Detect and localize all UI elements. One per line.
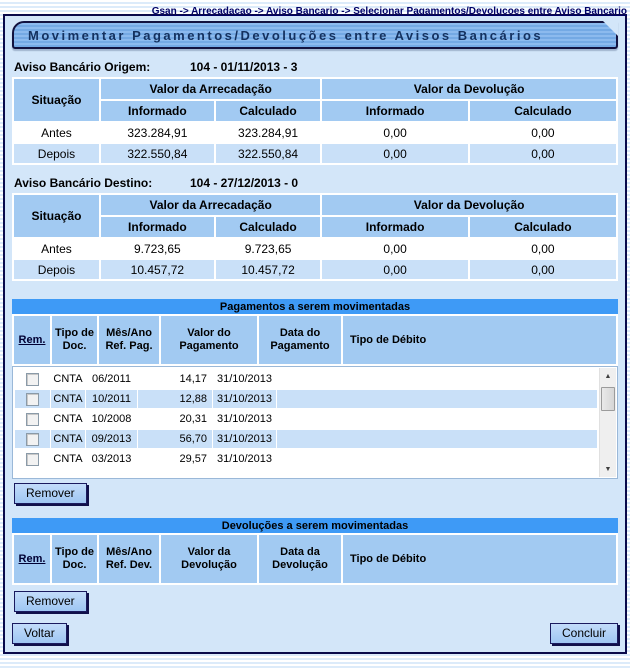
tipo-debito-cell — [277, 370, 597, 388]
devolucoes-remover-button[interactable]: Remover — [14, 591, 87, 612]
origem-label-row — [14, 59, 618, 75]
col-rem — [14, 316, 50, 364]
arr-calculado-cell: 9.723,65 — [216, 239, 321, 258]
col-tipo-doc: Tipo de Doc. — [52, 535, 97, 583]
devolucoes-section-header: Devoluções a serem movimentadas — [12, 518, 618, 533]
devolucoes-header-table — [12, 533, 618, 585]
page-title: Movimentar Pagamentos/Devoluções entre Avisos Bancários — [28, 27, 544, 43]
col-situacao: Situação — [14, 79, 99, 121]
titlebar-corner-decoration — [603, 21, 618, 36]
data-cell: 31/10/2013 — [213, 390, 276, 408]
col-valor-pagamento: Valor do Pagamento — [161, 316, 257, 364]
situacao-cell: Depois — [14, 144, 99, 163]
dev-calculado-cell: 0,00 — [470, 239, 616, 258]
valor-cell: 14,17 — [138, 370, 212, 388]
col-valor-devolucao: Valor da Devolução — [161, 535, 257, 583]
row-checkbox[interactable] — [26, 453, 39, 466]
mes-ano-cell: 10/2008 — [86, 410, 137, 428]
group-devolucao: Valor da Devolução — [322, 79, 616, 99]
tipo-doc-cell: CNTA — [51, 450, 85, 468]
row-checkbox[interactable] — [26, 373, 39, 386]
col-situacao: Situação — [14, 195, 99, 237]
arr-calculado-cell: 10.457,72 — [216, 260, 321, 279]
valor-cell: 12,88 — [138, 390, 212, 408]
row-checkbox[interactable] — [26, 393, 39, 406]
table-row — [14, 239, 616, 258]
dev-informado-cell: 0,00 — [322, 123, 468, 142]
tipo-debito-cell — [277, 450, 597, 468]
voltar-button[interactable]: Voltar — [12, 623, 67, 644]
col-data-devolucao: Data da Devolução — [259, 535, 341, 583]
table-row — [14, 144, 616, 163]
row-checkbox[interactable] — [26, 433, 39, 446]
origem-label: Aviso Bancário Origem: — [14, 60, 151, 74]
dev-informado-cell: 0,00 — [322, 260, 468, 279]
pagamentos-header-table — [12, 314, 618, 366]
col-mes-ano: Mês/Ano Ref. Pag. — [99, 316, 159, 364]
col-dev-calculado: Calculado — [470, 217, 616, 237]
situacao-cell: Depois — [14, 260, 99, 279]
table-row — [15, 430, 597, 448]
dev-calculado-cell: 0,00 — [470, 144, 616, 163]
pagamentos-rows-table — [14, 368, 598, 470]
scrollbar-thumb[interactable] — [601, 387, 615, 411]
tipo-debito-cell — [277, 410, 597, 428]
col-arr-calculado: Calculado — [216, 101, 321, 121]
data-cell: 31/10/2013 — [213, 410, 276, 428]
tipo-doc-cell: CNTA — [51, 370, 85, 388]
col-mes-ano: Mês/Ano Ref. Dev. — [99, 535, 159, 583]
mes-ano-cell: 03/2013 — [86, 450, 137, 468]
row-checkbox[interactable] — [26, 413, 39, 426]
col-arr-informado: Informado — [101, 217, 214, 237]
data-cell: 31/10/2013 — [213, 370, 276, 388]
destino-value: 104 - 27/12/2013 - 0 — [190, 176, 299, 190]
destino-label-row — [14, 175, 618, 191]
mes-ano-cell: 06/2011 — [86, 370, 137, 388]
tipo-debito-cell — [277, 430, 597, 448]
mes-ano-cell: 10/2011 — [86, 390, 137, 408]
arr-informado-cell: 322.550,84 — [101, 144, 214, 163]
col-arr-informado: Informado — [101, 101, 214, 121]
data-cell: 31/10/2013 — [213, 450, 276, 468]
dev-informado-cell: 0,00 — [322, 239, 468, 258]
col-dev-informado: Informado — [322, 217, 468, 237]
group-arrecadacao: Valor da Arrecadação — [101, 195, 320, 215]
rem-cell — [15, 390, 50, 408]
page-title-bar — [12, 21, 618, 49]
destino-label: Aviso Bancário Destino: — [14, 176, 153, 190]
arr-informado-cell: 10.457,72 — [101, 260, 214, 279]
arr-calculado-cell: 322.550,84 — [216, 144, 321, 163]
origem-summary-table — [12, 77, 618, 165]
vertical-scrollbar — [599, 368, 616, 477]
col-arr-calculado: Calculado — [216, 217, 321, 237]
group-arrecadacao: Valor da Arrecadação — [101, 79, 320, 99]
group-devolucao: Valor da Devolução — [322, 195, 616, 215]
table-row — [15, 450, 597, 468]
table-row — [14, 260, 616, 279]
rem-cell — [15, 410, 50, 428]
pagamentos-scroll-area — [12, 366, 618, 479]
valor-cell: 29,57 — [138, 450, 212, 468]
pagamentos-remover-button[interactable]: Remover — [14, 483, 87, 504]
rem-select-all-link[interactable]: Rem. — [18, 552, 46, 565]
table-row — [14, 123, 616, 142]
dev-informado-cell: 0,00 — [322, 144, 468, 163]
arr-calculado-cell: 323.284,91 — [216, 123, 321, 142]
situacao-cell: Antes — [14, 123, 99, 142]
col-dev-calculado: Calculado — [470, 101, 616, 121]
scroll-up-arrow-icon[interactable]: ▲ — [604, 372, 612, 380]
concluir-button[interactable]: Concluir — [550, 623, 618, 644]
rem-cell — [15, 450, 50, 468]
col-tipo-debito: Tipo de Débito — [343, 316, 616, 364]
tipo-doc-cell: CNTA — [51, 430, 85, 448]
table-row — [15, 410, 597, 428]
valor-cell: 20,31 — [138, 410, 212, 428]
mes-ano-cell: 09/2013 — [86, 430, 137, 448]
valor-cell: 56,70 — [138, 430, 212, 448]
footer-button-row — [12, 623, 618, 646]
col-rem — [14, 535, 50, 583]
tipo-doc-cell: CNTA — [51, 390, 85, 408]
breadcrumb — [0, 0, 630, 17]
rem-cell — [15, 430, 50, 448]
col-dev-informado: Informado — [322, 101, 468, 121]
arr-informado-cell: 323.284,91 — [101, 123, 214, 142]
scroll-down-arrow-icon[interactable]: ▼ — [604, 465, 612, 473]
breadcrumb-link[interactable]: Gsan -> Arrecadacao -> Aviso Bancario -> Selecionar Pagamentos/Devolucoes entre Aviso Bancario — [151, 6, 627, 17]
table-row — [15, 370, 597, 388]
dev-calculado-cell: 0,00 — [470, 260, 616, 279]
destino-summary-table — [12, 193, 618, 281]
situacao-cell: Antes — [14, 239, 99, 258]
tipo-debito-cell — [277, 390, 597, 408]
col-data-pagamento: Data do Pagamento — [259, 316, 341, 364]
arr-informado-cell: 9.723,65 — [101, 239, 214, 258]
dev-calculado-cell: 0,00 — [470, 123, 616, 142]
col-tipo-debito: Tipo de Débito — [343, 535, 616, 583]
table-row — [15, 390, 597, 408]
pagamentos-section-header: Pagamentos a serem movimentadas — [12, 299, 618, 314]
col-tipo-doc: Tipo de Doc. — [52, 316, 97, 364]
origem-value: 104 - 01/11/2013 - 3 — [190, 60, 298, 74]
rem-cell — [15, 370, 50, 388]
tipo-doc-cell: CNTA — [51, 410, 85, 428]
main-panel — [3, 14, 627, 654]
data-cell: 31/10/2013 — [213, 430, 276, 448]
rem-select-all-link[interactable]: Rem. — [18, 333, 46, 346]
